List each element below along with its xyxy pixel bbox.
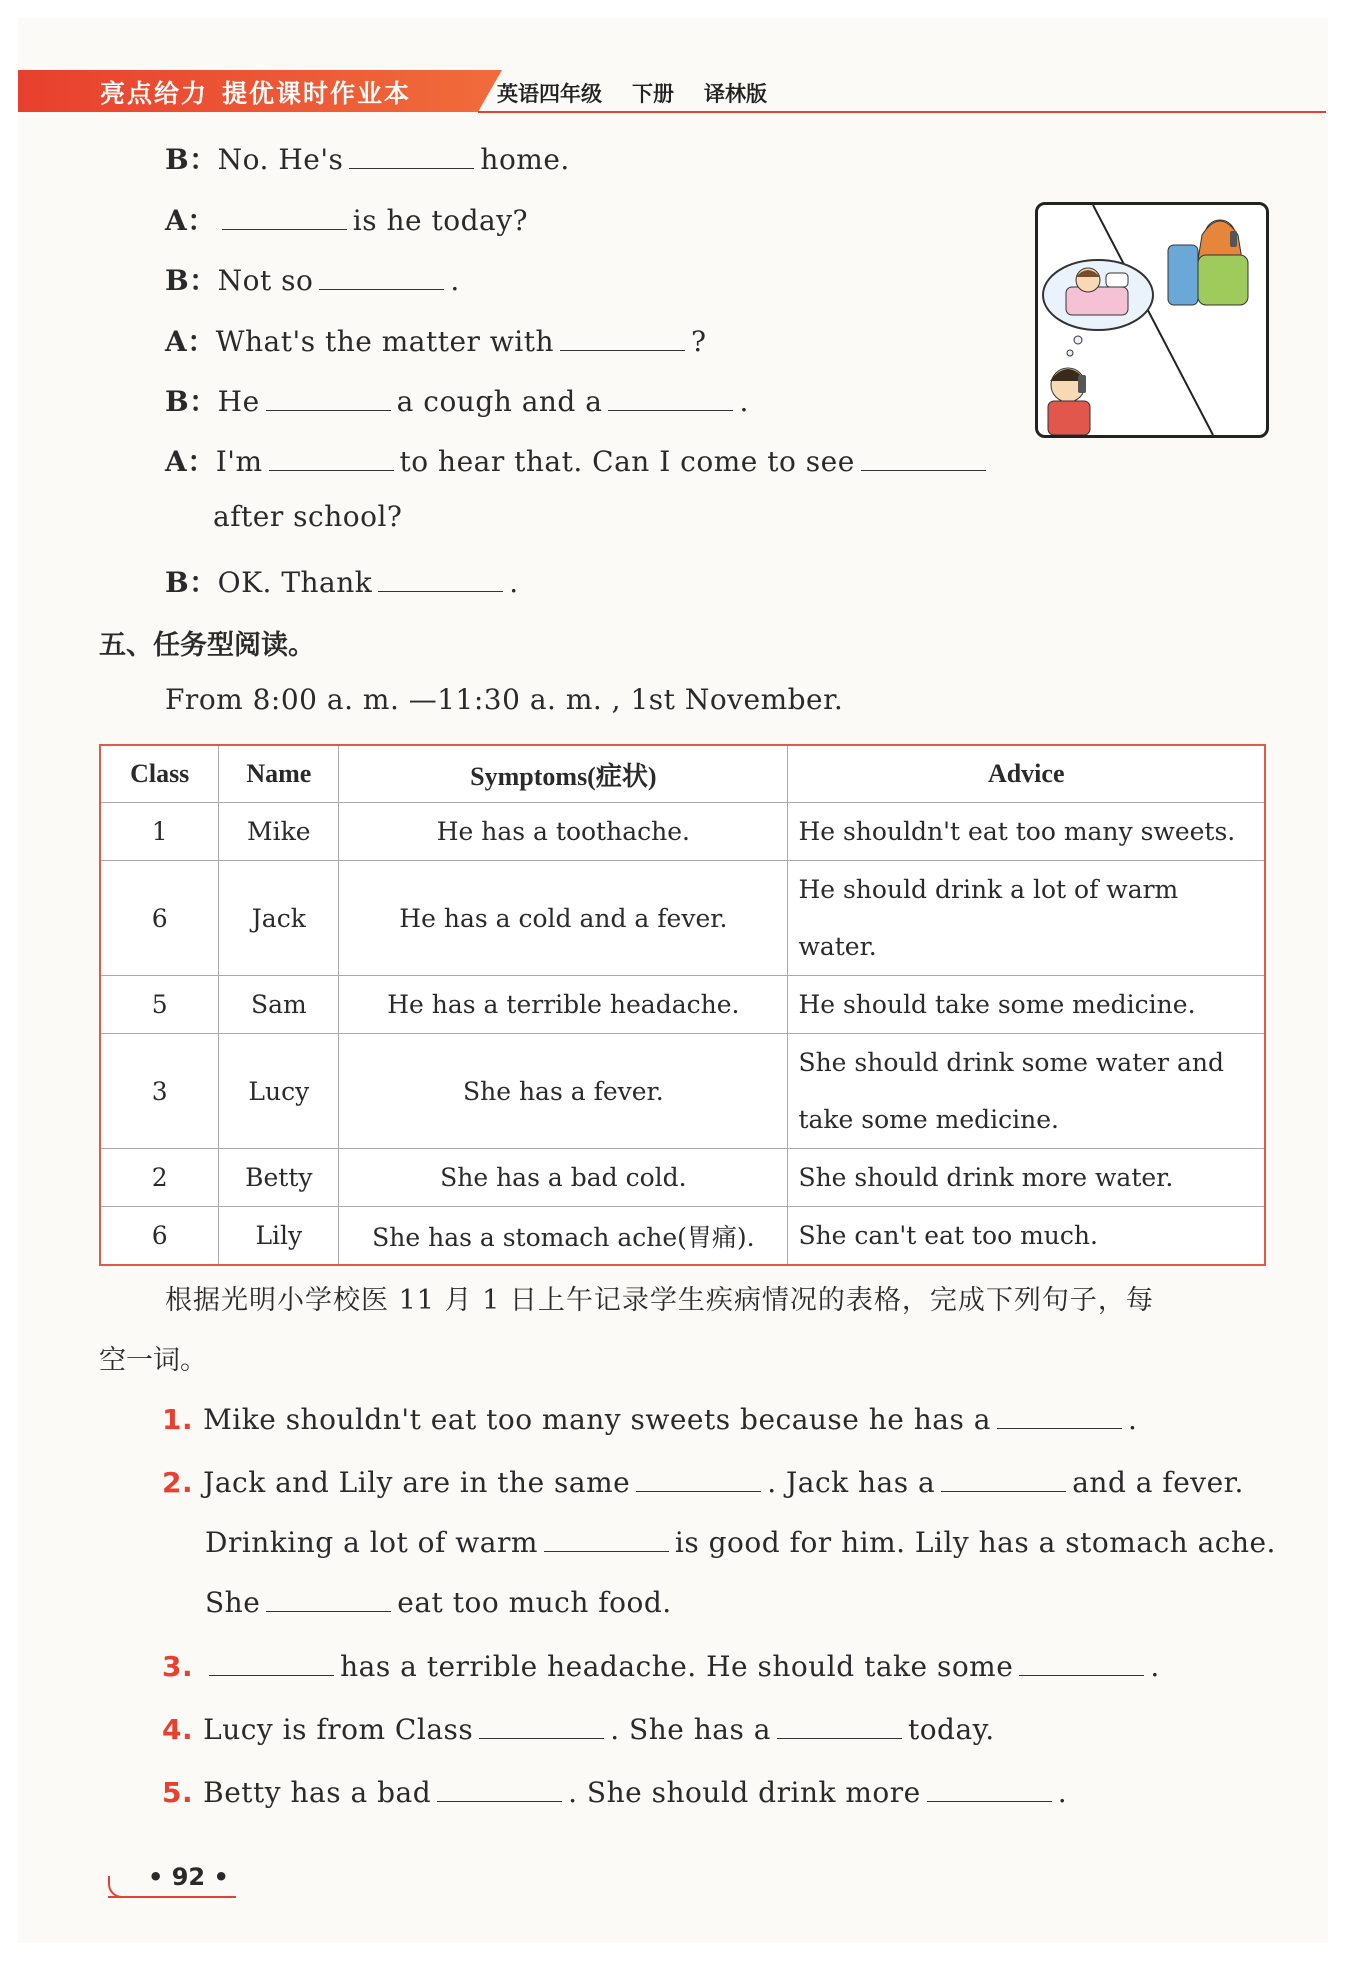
dialogue-line bbox=[165, 259, 460, 299]
table-row bbox=[100, 976, 1265, 1034]
answer-blank[interactable] bbox=[266, 1589, 391, 1612]
answer-blank[interactable] bbox=[544, 1529, 669, 1552]
cell-class: 1 bbox=[100, 803, 219, 861]
illustration-art bbox=[1038, 205, 1266, 435]
cell-name: Lily bbox=[219, 1207, 339, 1266]
speaker: A： bbox=[165, 445, 216, 478]
cell-advice: She should drink some water and take some medicine. bbox=[788, 1034, 1265, 1149]
dialogue-line bbox=[165, 440, 992, 480]
dialogue-text: a cough and a bbox=[396, 385, 603, 418]
cell-class: 2 bbox=[100, 1149, 219, 1207]
dialogue-line bbox=[165, 199, 528, 239]
question-4 bbox=[162, 1713, 995, 1746]
question-number: 3. bbox=[162, 1650, 194, 1683]
answer-blank[interactable] bbox=[266, 388, 391, 411]
header-symptoms: Symptoms(症状) bbox=[339, 745, 788, 803]
answer-blank[interactable] bbox=[861, 448, 986, 471]
phone-call-illustration bbox=[1035, 202, 1269, 438]
answer-blank[interactable] bbox=[222, 207, 347, 230]
header-title bbox=[100, 74, 425, 110]
answer-blank[interactable] bbox=[479, 1716, 604, 1739]
cell-class: 6 bbox=[100, 861, 219, 976]
header-name: Name bbox=[219, 745, 339, 803]
volume: 下册 bbox=[632, 82, 674, 106]
dialogue-line bbox=[165, 380, 749, 420]
cell-advice: She can't eat too much. bbox=[788, 1207, 1265, 1266]
speaker: A： bbox=[165, 325, 216, 358]
question-text: has a terrible headache. He should take some bbox=[340, 1650, 1014, 1683]
question-text: . She should drink more bbox=[568, 1776, 921, 1809]
answer-blank[interactable] bbox=[1019, 1653, 1144, 1676]
answer-blank[interactable] bbox=[437, 1779, 562, 1802]
dialogue-text: Not so bbox=[217, 264, 314, 297]
section-title: 五、任务型阅读。 bbox=[99, 630, 315, 661]
answer-blank[interactable] bbox=[560, 328, 685, 351]
question-text: . She has a bbox=[610, 1713, 771, 1746]
table-row bbox=[100, 1207, 1265, 1266]
speaker: B： bbox=[165, 264, 218, 297]
question-text: Lucy is from Class bbox=[203, 1713, 474, 1746]
question-number: 4. bbox=[162, 1713, 194, 1746]
question-text: Drinking a lot of warm bbox=[205, 1526, 538, 1559]
question-text: today. bbox=[907, 1713, 995, 1746]
page-number-rule bbox=[108, 1896, 236, 1898]
dialogue-line bbox=[165, 138, 570, 178]
speaker: B： bbox=[165, 385, 218, 418]
question-text: Jack and Lily are in the same bbox=[203, 1466, 631, 1499]
cell-symptom: She has a fever. bbox=[339, 1034, 788, 1149]
dialogue-text: What's the matter with bbox=[215, 325, 555, 358]
answer-blank[interactable] bbox=[378, 569, 503, 592]
answer-blank[interactable] bbox=[608, 388, 733, 411]
answer-blank[interactable] bbox=[927, 1779, 1052, 1802]
table-row bbox=[100, 1149, 1265, 1207]
question-text: Betty has a bad bbox=[203, 1776, 432, 1809]
question-text: and a fever. bbox=[1072, 1466, 1244, 1499]
table-row bbox=[100, 861, 1265, 976]
cell-class: 3 bbox=[100, 1034, 219, 1149]
dialogue-text: to hear that. Can I come to see bbox=[399, 445, 855, 478]
question-2-line-3 bbox=[205, 1586, 672, 1619]
question-2-line-2 bbox=[205, 1526, 1276, 1559]
question-text: eat too much food. bbox=[397, 1586, 672, 1619]
dialogue-line bbox=[165, 561, 519, 601]
cell-symptom: He has a terrible headache. bbox=[339, 976, 788, 1034]
question-text: Mike shouldn't eat too many sweets because he has a bbox=[203, 1403, 991, 1436]
cell-advice: He should drink a lot of warm water. bbox=[788, 861, 1265, 976]
dialogue-text: . bbox=[739, 385, 749, 418]
page-number-ornament bbox=[108, 1876, 140, 1898]
dialogue-text: No. He's bbox=[217, 143, 344, 176]
question-number: 1. bbox=[162, 1403, 194, 1436]
question-text: . bbox=[1150, 1650, 1160, 1683]
question-number: 2. bbox=[162, 1466, 194, 1499]
question-1 bbox=[162, 1403, 1137, 1436]
table-row bbox=[100, 803, 1265, 861]
question-text: . bbox=[1057, 1776, 1068, 1809]
table-row bbox=[100, 1034, 1265, 1149]
question-text: She bbox=[205, 1586, 261, 1619]
dialogue-text: OK. Thank bbox=[217, 566, 373, 599]
answer-blank[interactable] bbox=[997, 1406, 1122, 1429]
speaker: B： bbox=[165, 143, 218, 176]
cell-name: Mike bbox=[219, 803, 339, 861]
cell-name: Sam bbox=[219, 976, 339, 1034]
header-class: Class bbox=[100, 745, 219, 803]
dialogue-text: I'm bbox=[215, 445, 263, 478]
answer-blank[interactable] bbox=[349, 146, 474, 169]
instruction-text: 根据光明小学校医 11 月 1 日上午记录学生疾病情况的表格，完成下列句子，每 bbox=[165, 1285, 1154, 1316]
question-text: is good for him. Lily has a stomach ache. bbox=[674, 1526, 1276, 1559]
question-3 bbox=[162, 1650, 1160, 1683]
cell-symptom: He has a toothache. bbox=[339, 803, 788, 861]
series-name: 提优课时作业本 bbox=[222, 79, 412, 108]
dialogue-text: . bbox=[450, 264, 460, 297]
instruction-text-cont: 空一词。 bbox=[99, 1345, 207, 1376]
dialogue-line bbox=[165, 320, 707, 360]
dialogue-text: is he today? bbox=[352, 204, 529, 237]
table-header-row bbox=[100, 745, 1265, 803]
answer-blank[interactable] bbox=[209, 1653, 334, 1676]
cell-advice: He shouldn't eat too many sweets. bbox=[788, 803, 1265, 861]
cell-advice: He should take some medicine. bbox=[788, 976, 1265, 1034]
speaker: B： bbox=[165, 566, 218, 599]
cell-name: Jack bbox=[219, 861, 339, 976]
question-5 bbox=[162, 1776, 1067, 1809]
question-number: 5. bbox=[162, 1776, 194, 1809]
intro-text: From 8:00 a. m. —11:30 a. m. , 1st November. bbox=[165, 683, 844, 716]
subject: 英语四年级 bbox=[497, 82, 602, 106]
symptoms-table bbox=[99, 744, 1266, 1266]
cell-symptom: She has a stomach ache(胃痛). bbox=[339, 1207, 788, 1266]
speaker: A： bbox=[165, 204, 216, 237]
cell-name: Betty bbox=[219, 1149, 339, 1207]
brand: 亮点给力 bbox=[100, 79, 209, 108]
dialogue-text: He bbox=[217, 385, 260, 418]
dialogue-text: after school? bbox=[213, 500, 403, 533]
header-rule bbox=[478, 111, 1326, 113]
cell-symptom: He has a cold and a fever. bbox=[339, 861, 788, 976]
cell-class: 5 bbox=[100, 976, 219, 1034]
answer-blank[interactable] bbox=[636, 1469, 761, 1492]
answer-blank[interactable] bbox=[777, 1716, 902, 1739]
answer-blank[interactable] bbox=[319, 267, 444, 290]
dialogue-line bbox=[213, 500, 402, 533]
answer-blank[interactable] bbox=[941, 1469, 1066, 1492]
dialogue-text: ? bbox=[691, 325, 707, 358]
cell-symptom: She has a bad cold. bbox=[339, 1149, 788, 1207]
cell-class: 6 bbox=[100, 1207, 219, 1266]
question-text: . bbox=[1127, 1403, 1138, 1436]
answer-blank[interactable] bbox=[269, 448, 394, 471]
dialogue-text: . bbox=[509, 566, 519, 599]
header-advice: Advice bbox=[788, 745, 1265, 803]
dialogue-text: home. bbox=[480, 143, 570, 176]
question-text: . Jack has a bbox=[767, 1466, 936, 1499]
cell-advice: She should drink more water. bbox=[788, 1149, 1265, 1207]
header-subtitle bbox=[497, 78, 797, 108]
page-number: • 92 • bbox=[148, 1863, 229, 1891]
cell-name: Lucy bbox=[219, 1034, 339, 1149]
question-2 bbox=[162, 1466, 1244, 1499]
edition: 译林版 bbox=[704, 82, 767, 106]
